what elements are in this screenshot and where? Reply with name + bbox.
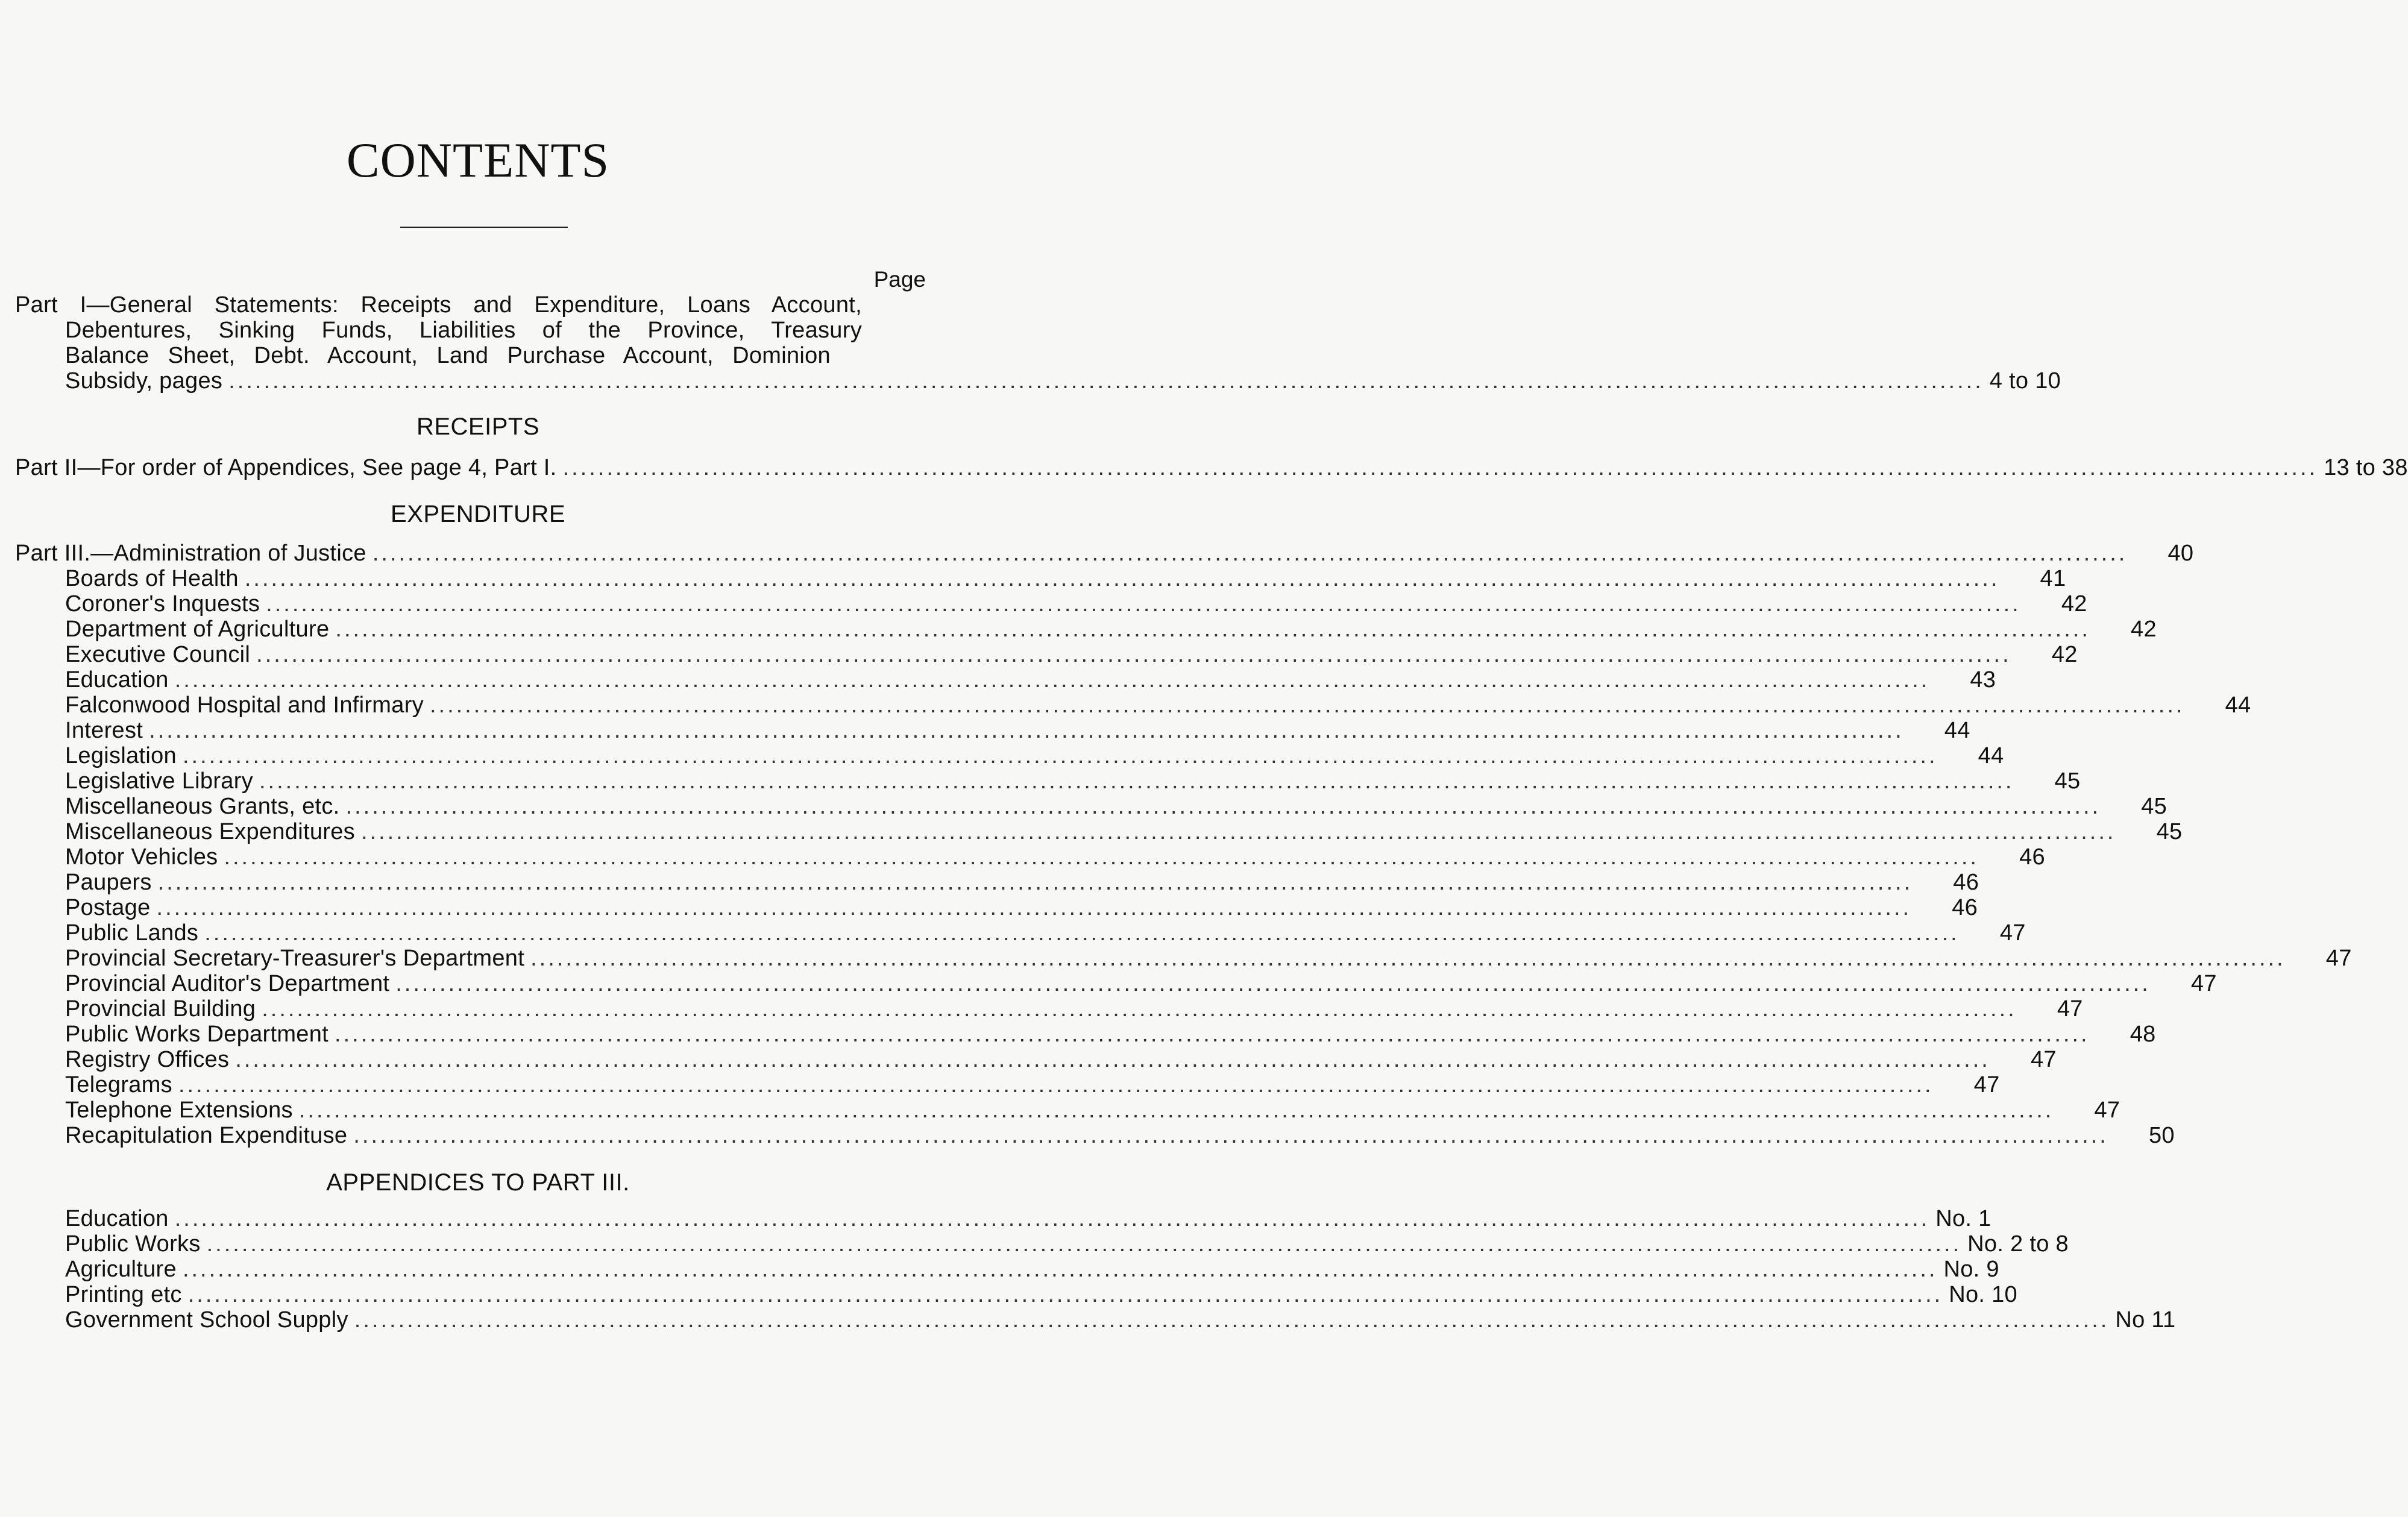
entry-appendix-number: No. 2 to 8 [1967, 1231, 2069, 1257]
entry-appendix-number: No. 1 [1935, 1206, 1991, 1231]
expenditure-item [65, 946, 2352, 971]
leader-dots: ........................................................................................................................................................................................................ [530, 946, 2286, 971]
entry-appendix-number: No. 10 [1949, 1282, 2017, 1307]
entry-page: 45 [2054, 768, 2081, 794]
entry-page: 44 [1978, 743, 2004, 768]
expenditure-item [65, 1123, 2175, 1148]
leader-dots: ........................................................................................................................................................................................................ [224, 844, 1979, 870]
part1-line-3: Balance Sheet, Debt. Account, Land Purchase Account, Dominion [65, 343, 831, 368]
expenditure-item [65, 971, 2217, 996]
entry-label: Interest [65, 718, 143, 743]
entry-page: 42 [2131, 617, 2157, 642]
leader-dots: ........................................................................................................................................................................................................ [256, 642, 2011, 667]
expenditure-item [65, 718, 1970, 743]
leader-dots: ........................................................................................................................................................................................................ [353, 1123, 2108, 1148]
leader-dots: ........................................................................................................................................................................................................ [174, 1206, 1930, 1231]
entry-page: 45 [2156, 819, 2183, 844]
entry-label: Coroner's Inquests [65, 591, 260, 617]
appendices-heading: APPENDICES TO PART III. [326, 1169, 630, 1196]
expenditure-item [65, 1022, 2156, 1047]
receipts-pages: 13 to 38 [2324, 455, 2408, 480]
leader-dots: ........................................................................................................................................................................................................ [259, 768, 2014, 794]
entry-label: Telegrams [65, 1072, 172, 1098]
expenditure-item [65, 768, 2081, 794]
entry-label: Part III.—Administration of Justice [15, 541, 366, 566]
expenditure-heading: EXPENDITURE [391, 501, 565, 527]
entry-page: 47 [2094, 1098, 2120, 1123]
part1-line-2: Debentures, Sinking Funds, Liabilities of the Province, Treasury [65, 318, 862, 343]
entry-page: 47 [2030, 1047, 2057, 1072]
entry-page: 46 [1952, 895, 1978, 920]
expenditure-item [65, 642, 2078, 667]
leader-dots: ........................................................................................................................................................................................................ [228, 368, 1984, 394]
leader-dots: ........................................................................................................................................................................................................ [345, 794, 2101, 819]
entry-page: 48 [2130, 1022, 2156, 1047]
expenditure-item [65, 693, 2251, 718]
appendix-item [65, 1257, 1999, 1282]
expenditure-item [65, 844, 2045, 870]
expenditure-item [65, 870, 1979, 895]
leader-dots: ........................................................................................................................................................................................................ [157, 870, 1913, 895]
entry-label: Falconwood Hospital and Infirmary [65, 693, 424, 718]
entry-page: 47 [2057, 996, 2083, 1022]
entry-label: Agriculture [65, 1257, 177, 1282]
leader-dots: ........................................................................................................................................................................................................ [360, 819, 2116, 844]
part1-entry [65, 368, 2061, 394]
entry-page: 41 [2040, 566, 2066, 591]
entry-label: Miscellaneous Grants, etc. [65, 794, 340, 819]
leader-dots: ........................................................................................................................................................................................................ [183, 743, 1938, 768]
leader-dots: ........................................................................................................................................................................................................ [206, 1231, 1962, 1257]
entry-label: Miscellaneous Expenditures [65, 819, 355, 844]
entry-page: 50 [2148, 1123, 2175, 1148]
leader-dots: ........................................................................................................................................................................................................ [335, 617, 2090, 642]
expenditure-item [65, 920, 2026, 946]
entry-page: 47 [1973, 1072, 2000, 1098]
entry-label: Public Lands [65, 920, 199, 946]
entry-appendix-number: No. 9 [1943, 1257, 1999, 1282]
entry-label: Telephone Extensions [65, 1098, 293, 1123]
entry-label: Legislation [65, 743, 177, 768]
receipts-label: Part II—For order of Appendices, See page 4, Part I. [15, 455, 557, 480]
page-column-header: Page [873, 267, 926, 292]
entry-page: 42 [2061, 591, 2087, 617]
expenditure-item [65, 591, 2087, 617]
entry-label: Provincial Building [65, 996, 256, 1022]
entry-label: Legislative Library [65, 768, 253, 794]
expenditure-item [65, 895, 1978, 920]
entry-label: Postage [65, 895, 151, 920]
leader-dots: ........................................................................................................................................................................................................ [149, 718, 1904, 743]
expenditure-item [65, 794, 2168, 819]
entry-page: 47 [1999, 920, 2026, 946]
part1-pages: 4 to 10 [1989, 368, 2061, 394]
entry-appendix-number: No 11 [2115, 1307, 2176, 1333]
expenditure-item [65, 743, 2004, 768]
leader-dots: ........................................................................................................................................................................................................ [156, 895, 1912, 920]
appendix-item [65, 1206, 1991, 1231]
leader-dots: ........................................................................................................................................................................................................ [395, 971, 2151, 996]
leader-dots: ........................................................................................................................................................................................................ [187, 1282, 1943, 1307]
title-rule [400, 227, 568, 228]
entry-label: Education [65, 1206, 169, 1231]
entry-label: Printing etc [65, 1282, 182, 1307]
entry-label: Paupers [65, 870, 152, 895]
entry-label: Department of Agriculture [65, 617, 330, 642]
leader-dots: ........................................................................................................................................................................................................ [354, 1307, 2110, 1333]
leader-dots: ........................................................................................................................................................................................................ [235, 1047, 1990, 1072]
entry-label: Public Works Department [65, 1022, 329, 1047]
receipts-entry [15, 455, 2408, 480]
entry-label: Provincial Auditor's Department [65, 971, 390, 996]
leader-dots: ........................................................................................................................................................................................................ [562, 455, 2318, 480]
part1-line-1: Part I—General Statements: Receipts and Expenditure, Loans Account, [15, 292, 862, 318]
leader-dots: ........................................................................................................................................................................................................ [174, 667, 1930, 693]
entry-label: Boards of Health [65, 566, 239, 591]
entry-label: Recapitulation Expendituse [65, 1123, 348, 1148]
entry-page: 44 [2225, 693, 2251, 718]
entry-page: 42 [2051, 642, 2078, 667]
entry-page: 43 [1970, 667, 1996, 693]
leader-dots: ........................................................................................................................................................................................................ [178, 1072, 1934, 1098]
entry-label: Public Works [65, 1231, 201, 1257]
appendix-item [65, 1231, 2069, 1257]
entry-page: 47 [2190, 971, 2217, 996]
expenditure-item [65, 996, 2083, 1022]
entry-page: 44 [1944, 718, 1970, 743]
leader-dots: ........................................................................................................................................................................................................ [244, 566, 2000, 591]
leader-dots: ........................................................................................................................................................................................................ [429, 693, 2185, 718]
leader-dots: ........................................................................................................................................................................................................ [182, 1257, 1938, 1282]
entry-page: 46 [2019, 844, 2045, 870]
entry-page: 45 [2141, 794, 2168, 819]
expenditure-item [65, 1098, 2120, 1123]
expenditure-item [15, 541, 2194, 566]
leader-dots: ........................................................................................................................................................................................................ [335, 1022, 2090, 1047]
page-title: CONTENTS [346, 133, 610, 187]
entry-page: 40 [2168, 541, 2194, 566]
leader-dots: ........................................................................................................................................................................................................ [262, 996, 2017, 1022]
entry-label: Education [65, 667, 169, 693]
leader-dots: ........................................................................................................................................................................................................ [266, 591, 2021, 617]
expenditure-item [65, 566, 2066, 591]
entry-page: 46 [1953, 870, 1979, 895]
leader-dots: ........................................................................................................................................................................................................ [204, 920, 1960, 946]
expenditure-item [65, 1047, 2057, 1072]
expenditure-item [65, 667, 1996, 693]
appendix-item [65, 1307, 2176, 1333]
entry-page: 47 [2325, 946, 2352, 971]
receipts-heading: RECEIPTS [416, 413, 540, 440]
expenditure-item [65, 1072, 2000, 1098]
expenditure-item [65, 617, 2157, 642]
expenditure-item [65, 819, 2183, 844]
leader-dots: ........................................................................................................................................................................................................ [298, 1098, 2054, 1123]
entry-label: Registry Offices [65, 1047, 230, 1072]
entry-label: Provincial Secretary-Treasurer's Department [65, 946, 525, 971]
entry-label: Executive Council [65, 642, 251, 667]
appendix-item [65, 1282, 2017, 1307]
entry-label: Government School Supply [65, 1307, 348, 1333]
part1-last-label: Subsidy, pages [65, 368, 223, 394]
entry-label: Motor Vehicles [65, 844, 218, 870]
leader-dots: ........................................................................................................................................................................................................ [372, 541, 2128, 566]
